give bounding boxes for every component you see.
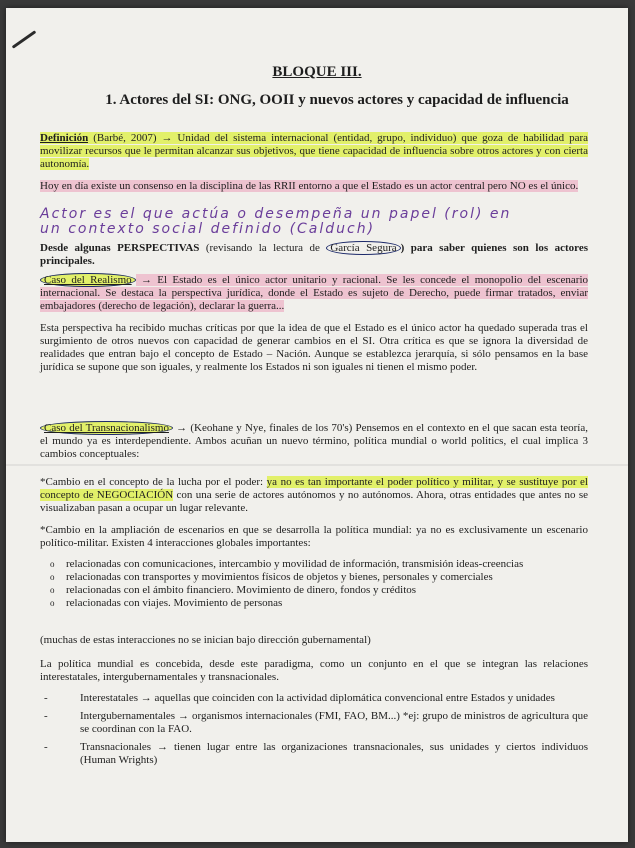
change-power-paragraph <box>40 476 588 515</box>
circle-bullet-icon: o <box>50 572 55 582</box>
list-item: - Intergubernamentales → organismos internacionales (FMI, FAO, BM...) *ej: grupo de ministros de agricultura que se coordinan con la FAO. <box>44 710 588 735</box>
perspectives-paragraph <box>40 242 588 268</box>
transnacionalismo-paragraph <box>40 422 588 461</box>
section-title: 1. Actores del SI: ONG, OOII y nuevos actores y capacidad de influencia <box>105 92 569 108</box>
pen-mark <box>12 30 37 49</box>
world-politics-text: La política mundial es concebida, desde este paradigma, como un conjunto en el que se integran las relaciones interestatales, intergubernamentales y transnacionales. <box>40 658 588 683</box>
realismo-text: → El Estado es el único actor unitario y racional. Se les concede el monopolio del escenario internacional. Se destaca la perspectiva jurídica, donde el Estado es sujeto de Derecho, puede firmar tratados, enviar embajadores (derecho de legación), declarar la guerra... <box>40 274 588 312</box>
dash-bullet-icon: - <box>44 741 48 753</box>
perspectives-mid: (revisando la lectura de <box>199 242 327 254</box>
handwritten-note-line-1: Actor es el que actúa o desempeña un papel (rol) en <box>40 206 512 222</box>
list-item: o relacionadas con comunicaciones, intercambio y movilidad de información, transmisión ideas-creencias <box>50 558 524 570</box>
transnacionalismo-label: Caso del Transnacionalismo <box>40 421 173 435</box>
list-item: o relacionadas con transportes y movimientos físicos de objetos y bienes, personales y comerciales <box>50 571 493 583</box>
interactions-list-container <box>40 558 588 610</box>
transnacionalismo-text: → (Keohane y Nye, finales de los 70's) Pensemos en el contexto en el que sacan esta teoría, el mundo ya es interdependiente. Ambos acuñan un nuevo término, política mundial o world politics, el cual implica 3 cambios conceptuales: <box>40 422 588 460</box>
list-item: o relacionadas con el ámbito financiero. Movimiento de dinero, fondos y créditos <box>50 584 417 596</box>
perspectives-tail: ) para saber quienes son los actores principales. <box>40 242 589 267</box>
document-page <box>6 8 628 842</box>
relations-list <box>40 692 588 767</box>
world-politics-paragraph <box>40 658 588 684</box>
change-power-highlight: ya no es tan importante el poder político y militar, y se sustituye por el concepto de NEGOCIACIÓN <box>40 476 588 501</box>
list-item: o relacionadas con viajes. Movimiento de personas <box>50 597 283 609</box>
realismo-label: Caso del Realismo <box>40 273 136 287</box>
circle-bullet-icon: o <box>50 598 55 608</box>
perspectives-lead: Desde algunas PERSPECTIVAS <box>40 242 200 254</box>
dash-bullet-icon: - <box>44 692 48 704</box>
definition-paragraph <box>40 132 588 171</box>
dash-bullet-icon: - <box>44 710 48 722</box>
critique-text: Esta perspectiva ha recibido muchas críticas por que la idea de que el Estado es el único actor ha quedado superada tras el surgimiento de otros nuevos con capacidad de generar cambios en el SI. Otra crítica es que se ignora la diversidad de realidades que entran bajo el concepto de Estado – Nación. Aunque se establezca jerarquía, si sólo pensamos en la base jurídica se supone que son iguales, y realmente los Estados ni son iguales ni tienen el mismo poder. <box>40 322 588 373</box>
list-item: - Interestatales → aquellas que coinciden con la actividad diplomática convencional entre Estados y unidades <box>44 692 555 704</box>
relations-list-container <box>40 692 588 772</box>
change-power-lead: *Cambio en el concepto de la lucha por el poder: <box>40 476 267 488</box>
critique-paragraph <box>40 322 588 374</box>
author-circled: García Segura <box>326 241 400 255</box>
handwritten-note-line-2: un contexto social definido (Calduch) <box>40 221 376 237</box>
consensus-text: Hoy en día existe un consenso en la disciplina de las RRII entorno a que el Estado es un actor central pero NO es el único. <box>40 180 579 192</box>
page-fold <box>6 464 628 466</box>
consensus-paragraph <box>40 180 588 193</box>
definition-term: Definición <box>40 132 89 144</box>
circle-bullet-icon: o <box>50 559 55 569</box>
realismo-paragraph <box>40 274 588 313</box>
circle-bullet-icon: o <box>50 585 55 595</box>
interactions-list <box>40 558 588 610</box>
note-paragraph <box>40 634 588 647</box>
change-power-tail: con una serie de actores autónomos y no autónomos. Ahora, otras entidades que antes no se visualizaban pasan a ocupar un lugar relevante. <box>40 489 588 514</box>
note-text: (muchas de estas interacciones no se inician bajo dirección gubernamental) <box>40 634 371 646</box>
change-scenarios-paragraph <box>40 524 588 550</box>
list-item: - Transnacionales → tienen lugar entre las organizaciones transnacionales, sus unidades y ciertos individuos (Human Wrights) <box>44 741 588 766</box>
page-header: BLOQUE III. <box>272 64 362 80</box>
change-scenarios-text: *Cambio en la ampliación de escenarios en que se desarrolla la política mundial: ya no es exclusivamente un escenario político-militar. Existen 4 interacciones globales importantes: <box>40 524 588 549</box>
definition-text: (Barbé, 2007) → Unidad del sistema internacional (entidad, grupo, individuo) que goza de habilidad para movilizar recursos que le permitan alcanzar sus objetivos, que tiene capacidad de influencia sobre otros actores y con cierta autonomía. <box>40 132 588 170</box>
